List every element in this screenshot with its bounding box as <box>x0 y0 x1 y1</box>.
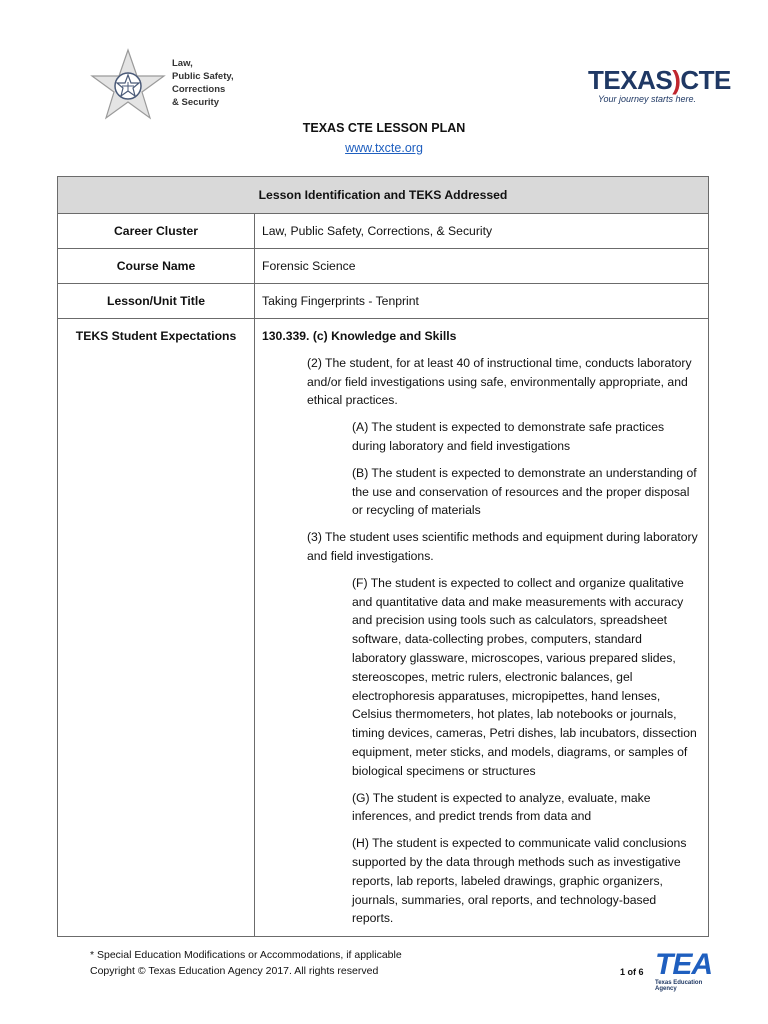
website-link[interactable]: www.txcte.org <box>345 141 423 155</box>
teks-item-2b: (B) The student is expected to demonstrate an understanding of the use and conservation of resources and the proper disposal or recycling of materials <box>352 465 697 518</box>
teks-item-2a: (A) The student is expected to demonstrate safe practices during laboratory and field investigations <box>352 420 665 453</box>
page-title: TEXAS CTE LESSON PLAN <box>302 121 466 135</box>
table-row <box>58 249 709 284</box>
lesson-table <box>57 176 709 937</box>
table-heading: Lesson Identification and TEKS Addressed <box>58 177 709 214</box>
cluster-logo <box>90 48 240 124</box>
table-row <box>58 319 709 937</box>
footer-note: * Special Education Modifications or Accommodations, if applicable <box>90 949 402 961</box>
row-label-teks: TEKS Student Expectations <box>58 319 255 937</box>
tea-logo-subtitle: Texas Education Agency <box>655 980 703 992</box>
sheriff-star-icon <box>90 48 166 124</box>
row-label-lesson-title: Lesson/Unit Title <box>58 284 255 319</box>
logo-tagline: Your journey starts here. <box>598 94 697 104</box>
footer-copyright: Copyright © Texas Education Agency 2017. All rights reserved <box>90 965 379 977</box>
logo-word-texas: TEXAS <box>588 65 673 95</box>
teks-content <box>255 319 709 937</box>
row-label-career-cluster: Career Cluster <box>58 214 255 249</box>
cluster-name: Law, Public Safety, Corrections & Security <box>172 58 234 108</box>
table-row <box>58 284 709 319</box>
teks-item-3: (3) The student uses scientific methods and equipment during laboratory and field investigations. <box>307 530 698 563</box>
row-value-career-cluster: Law, Public Safety, Corrections, & Security <box>255 214 709 249</box>
teks-item-3f: (F) The student is expected to collect and organize qualitative and quantitative data and make measurements with accuracy and precision using tools such as calculators, spreadsheet software, data-collecting probes, computers, standard laboratory glassware, microscopes, various prepared slides, stereoscopes, metric rulers, electronic balances, gel electrophoresis apparatuses, micropipettes, hand lenses, Celsius thermometers, hot plates, lab notebooks or journals, timing devices, cameras, Petri dishes, lab incubators, dissection equipment, meter sticks, and models, diagrams, or samples of biological specimens or structures <box>352 575 697 778</box>
row-label-course-name: Course Name <box>58 249 255 284</box>
teks-item-2: (2) The student, for at least 40 of instructional time, conducts laboratory and/or field investigations using safe, environmentally appropriate, and ethical practices. <box>307 355 692 408</box>
row-value-course-name: Forensic Science <box>255 249 709 284</box>
tea-logo <box>655 950 725 990</box>
logo-word-cte: CTE <box>680 65 731 95</box>
tea-logo-word: TEA <box>655 948 712 981</box>
texas-cte-logo <box>588 65 731 122</box>
page-number: 1 of 6 <box>620 967 644 977</box>
logo-swoosh-icon: ) <box>672 65 681 95</box>
teks-item-3g: (G) The student is expected to analyze, evaluate, make inferences, and predict trends from data and <box>352 790 651 824</box>
teks-item-3h: (H) The student is expected to communicate valid conclusions supported by the data through methods such as investigative reports, lab reports, labeled drawings, graphic organizers, journals, summaries, oral reports, and technology-based reports. <box>352 836 687 926</box>
row-value-lesson-title: Taking Fingerprints - Tenprint <box>255 284 709 319</box>
teks-section-heading: 130.339. (c) Knowledge and Skills <box>262 329 457 343</box>
table-row <box>58 214 709 249</box>
